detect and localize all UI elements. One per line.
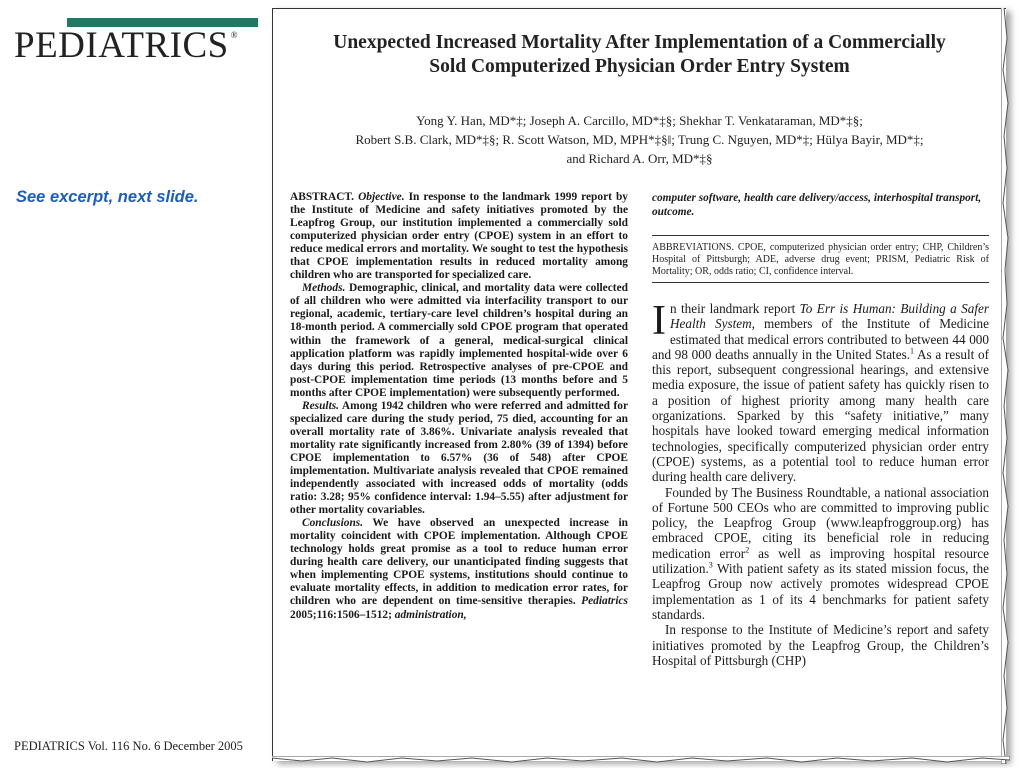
conclusions-text: We have observed an unexpected increase in mortality coincident with CPOE implementation. Although CPOE technology holds great promise as a tool to reduce human error during health care delivery, our unanticipated finding suggests that when implementing CPOE systems, institutions should continue to evaluate mortality effects, in addition to medication error rates, for children who are dependent on time-sensitive therapies. — [290, 517, 628, 608]
p1-a: n their landmark report — [670, 301, 796, 316]
body-paragraph-2 — [652, 485, 989, 623]
objective-heading: Objective. — [358, 191, 405, 203]
torn-edge-right — [1001, 8, 1015, 764]
p2-c: With patient safety as its stated mission focus, the Leapfrog Group now actively promotes widespread CPOE implementation as 1 of its 4 benchmarks for patient safety standards. — [652, 561, 989, 622]
methods-text: Demographic, clinical, and mortality data were collected of all children who were admitted via interfacility transport to our regional, academic, tertiary-care level children’s hospital during an 18-month period. A commercially sold CPOE program that operated within the framework of a general, medical-surgical clinical application platform was rapidly implemented hospital-wide over 6 days during this period. Retrospective analyses of pre-CPOE and post-CPOE implementation time periods (13 months before and 5 months after CPOE implementation) were subsequently performed. — [290, 282, 628, 399]
objective-text: In response to the landmark 1999 report by the Institute of Medicine and safety initiatives promoted by the Leapfrog Group, our institution implemented a commercially sold computerized physician order entry (CPOE) system in an effort to reduce medical errors and mortality. We sought to test the hypothesis that CPOE implementation results in reduced mortality among children who are transported for specialized care. — [290, 191, 628, 282]
abbreviations-box: ABBREVIATIONS. CPOE, computerized physician order entry; CHP, Children’s Hospital of Pittsburgh; ADE, adverse drug event; PRISM, Pediatric Risk of Mortality; OR, odds ratio; CI, confidence interval. — [652, 235, 989, 283]
journal-logo — [14, 24, 264, 67]
abstract-label: ABSTRACT. — [290, 191, 355, 203]
journal-ref: 2005;116:1506–1512; — [290, 608, 392, 621]
results-text: Among 1942 children who were referred and admitted for specialized care during the study period, 75 died, accounting for an overall mortality rate of 3.86%. Univariate analysis revealed that mortality rate significantly increased from 2.80% (39 of 1394) before CPOE implementation to 6.57% (36 of 548) after CPOE implementation. Multivariate analysis revealed that CPOE remained independently associated with increased odds of mortality (odds ratio: 3.28; 95% confidence interval: 1.94–5.55) after adjustment for other mortality covariables. — [290, 399, 628, 517]
authors-line-3: and Richard A. Orr, MD*‡§ — [566, 151, 713, 166]
p1-book-title: To Err is Human: Building a Safer Health System, — [670, 301, 989, 332]
ref-3: 3 — [708, 560, 713, 570]
excerpt-note: See excerpt, next slide. — [16, 188, 199, 206]
article-title — [273, 31, 1006, 79]
ref-2: 2 — [745, 545, 750, 555]
methods-heading: Methods. — [302, 282, 346, 295]
authors-line-2: Robert S.B. Clark, MD*‡§; R. Scott Watson, MD, MPH*‡§‖; Trung C. Nguyen, MD*‡; Hülya Bayir, MD*‡; — [355, 132, 924, 147]
keywords: computer software, health care delivery/access, interhospital transport, outcome. — [652, 192, 982, 218]
ref-1: 1 — [910, 346, 915, 356]
body-column — [652, 191, 989, 668]
author-list — [273, 111, 1006, 168]
keywords-start: administration, — [394, 608, 467, 621]
abstract-column — [290, 191, 628, 622]
conclusions-heading: Conclusions. — [302, 517, 364, 530]
registered-mark: ® — [230, 30, 239, 40]
abstract-results — [290, 400, 628, 517]
results-heading: Results. — [302, 399, 340, 412]
abstract-conclusions — [290, 517, 628, 621]
drop-cap: I — [652, 298, 666, 344]
body-paragraph-3 — [652, 622, 989, 668]
journal-citation: PEDIATRICS Vol. 116 No. 6 December 2005 — [14, 739, 243, 753]
torn-edge-bottom — [272, 756, 1010, 764]
title-line-2: Sold Computerized Physician Order Entry System — [429, 56, 850, 77]
p1-c: As a result of this report, subsequent congressional hearings, and extensive media exposure, the issue of patient safety has quickly risen to a position of highest priority among many health care organizations. Sparked by this “safety initiative,” many hospitals have looked toward emerging medical information technologies, specifically computerized physician order entry (CPOE) systems, as a potential tool to reduce human error during health care delivery. — [652, 346, 990, 485]
journal-ref-name: Pediatrics — [581, 595, 628, 608]
title-line-1: Unexpected Increased Mortality After Implementation of a Commercially — [333, 32, 946, 53]
p2-a: Founded by The Business Roundtable, a national association of Fortune 500 CEOs who are committed to improving public policy, the Leapfrog Group (www.leapfroggroup.org) has embraced CPOE, citing its beneficial role in reducing medication error — [652, 484, 989, 561]
abstract-objective — [290, 191, 628, 282]
article-body — [652, 298, 990, 668]
body-paragraph-1 — [652, 298, 990, 485]
p3: In response to the Institute of Medicine’s report and safety initiatives promoted by the Leapfrog Group, the Children’s Hospital of Pittsburgh (CHP) — [652, 622, 989, 668]
article-page — [272, 8, 1006, 761]
abstract-methods — [290, 282, 628, 399]
p2-b: as well as improving hospital resource utilization. — [652, 545, 990, 577]
authors-line-1: Yong Y. Han, MD*‡; Joseph A. Carcillo, MD*‡§; Shekhar T. Venkataraman, MD*‡§; — [416, 113, 863, 128]
logo-label: PEDIATRICS — [14, 25, 229, 66]
p1-b: members of the Institute of Medicine estimated that medical errors contributed to between 44 000 and 98 000 deaths annually in the United States. — [652, 316, 989, 362]
